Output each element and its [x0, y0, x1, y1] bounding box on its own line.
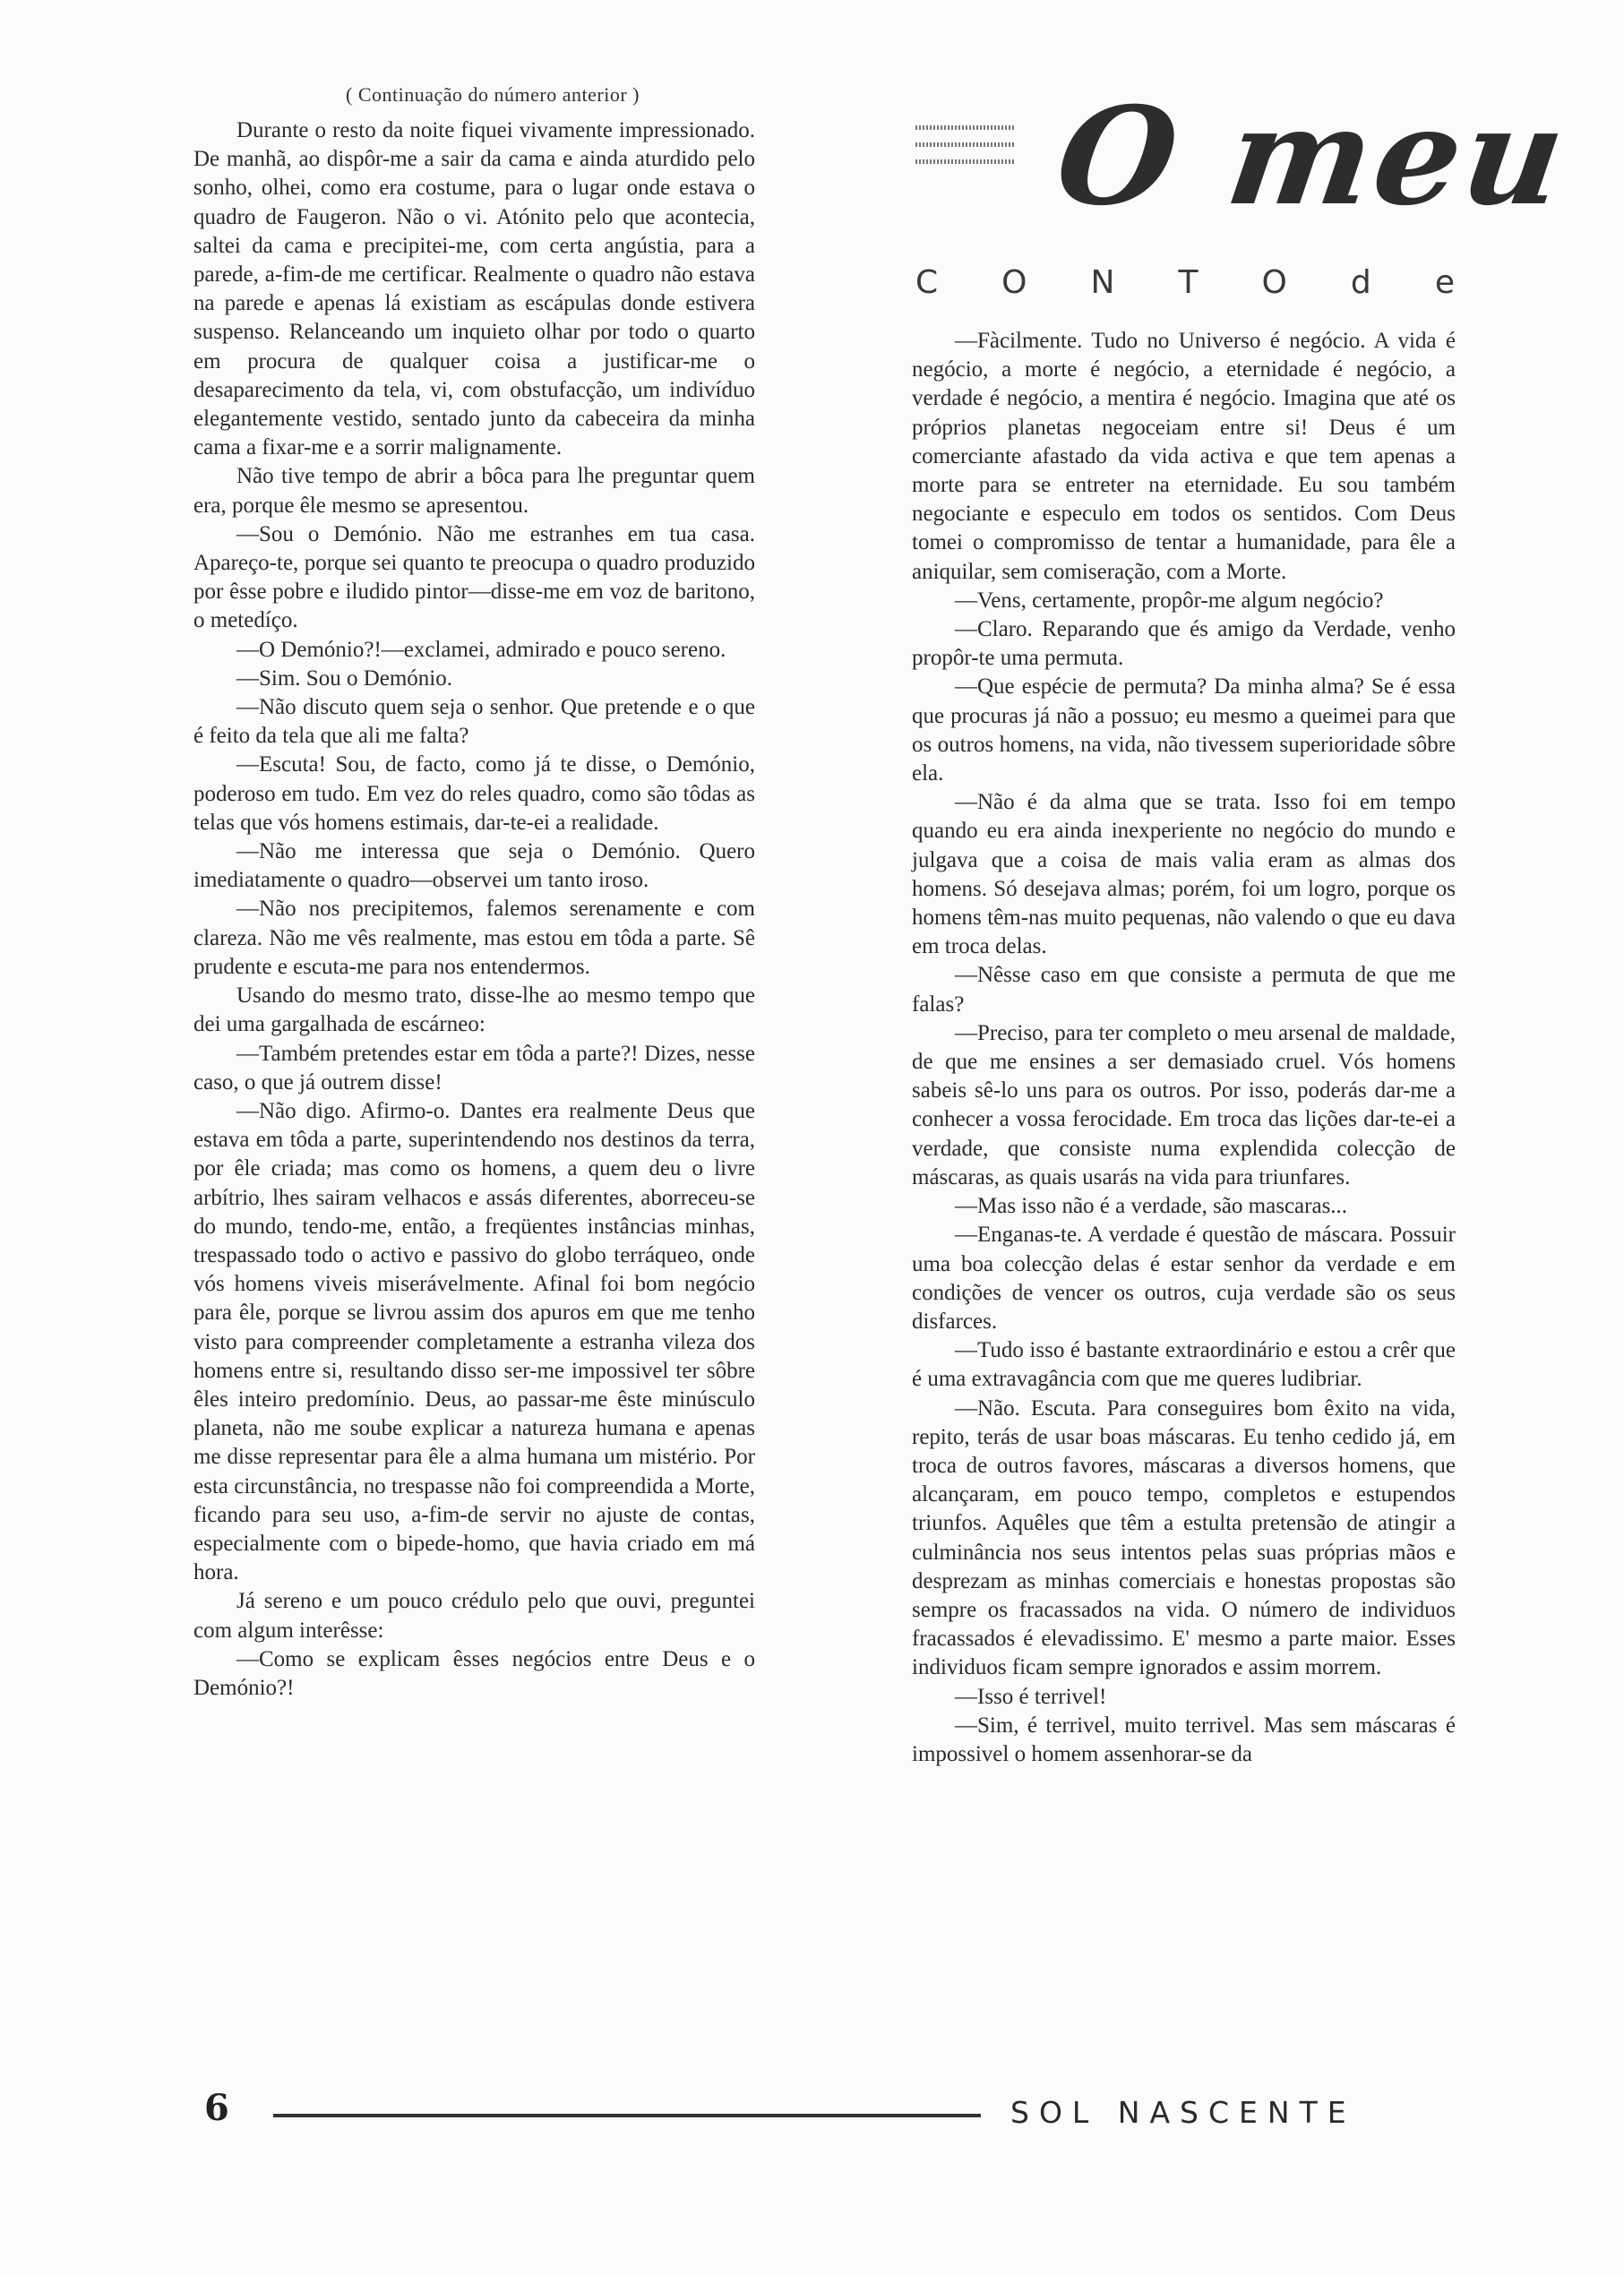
- paragraph: Já sereno e um pouco crédulo pelo que ouvi, preguntei com algum interêsse:: [193, 1589, 755, 1643]
- publication-title: SOL NASCENTE: [1010, 2095, 1356, 2130]
- paragraph: Durante o resto da noite fiquei vivamente impressionado. De manhã, ao dispôr-me a sair da cama e ainda aturdido pelo sonho, olhei, como era costume, para o lugar onde estava o quadro de Faugeron. Não o vi. Atónito pelo que acontecia, saltei da cama e precipitei-me, com certa angústia, para a parede, a-fim-de me certificar. Realmente o quadro não estava na parede e apenas lá existiam as escápulas donde estivera suspenso. Relanceando um inquieto olhar por todo o quarto em procura de qualquer coisa a justificar-me o desaparecimento da tela, vi, com obstufacção, um indivíduo elegantemente vestido, sentado junto da cabeceira da minha cama a fixar-me e a sorrir malignamente.: [193, 118, 755, 460]
- paragraph: —Isso é terrivel!: [955, 1684, 1107, 1709]
- paragraph: Não tive tempo de abrir a bôca para lhe preguntar quem era, porque êle mesmo se apresentou.: [193, 464, 755, 518]
- byline-letter: O: [1001, 264, 1029, 301]
- paragraph: —Fàcilmente. Tudo no Universo é negócio. A vida é negócio, a morte é negócio, a eternidade é negócio, a verdade é negócio, a mentira é negócio. Imagina que até os próprios planetas negoceiam entre si! Deus é um comerciante afastado da vida activa e que tem apenas a morte para se entreter na eternidade. Eu sou também negociante e especulo em todos os sentidos. Com Deus tomei o compromisso de tentar a humanidade, para êle a aniquilar, sem comiseração, com a Morte.: [912, 329, 1456, 584]
- footer-rule: [273, 2114, 981, 2117]
- right-column: [912, 327, 1456, 1769]
- paragraph: —Não discuto quem seja o senhor. Que pretende e o que é feito da tela que ali me falta?: [193, 695, 755, 749]
- byline-letter: N: [1090, 264, 1117, 301]
- paragraph: —O Demónio?!—exclamei, admirado e pouco sereno.: [236, 637, 726, 662]
- header-decoration: [915, 125, 1014, 176]
- paragraph: —Tudo isso é bastante extraordinário e estou a crêr que é uma extravagância com que me queres ludibriar.: [912, 1338, 1456, 1392]
- paragraph: —Não digo. Afirmo-o. Dantes era realmente Deus que estava em tôda a parte, superintendendo nos destinos da terra, por êle criada; mas como os homens, a quem deu o livre arbítrio, lhes sairam velhacos e assás diferentes, aborreceu-se do mundo, tendo-me, então, a freqüentes instâncias minhas, trespassado todo o activo e passivo do globo terráqueo, onde vós homens viveis miserávelmente. Afinal foi bom negócio para êle, porque se livrou assim dos apuros em que me tenho visto para compreender completamente a estranha vileza dos homens entre si, resultando disso ser-me impossivel ter sôbre êles inteiro predomínio. Deus, ao passar-me êste minúsculo planeta, não me soube explicar a natureza humana e apenas me disse representar para êle a alma humana um mistério. Por esta circunstância, no trespasse não foi compreendida a Morte, ficando para seu uso, a-fim-de servir no ajuste de contas, especialmente com o bipede-homo, que havia criado em má hora.: [193, 1098, 755, 1585]
- paragraph: —Nêsse caso em que consiste a permuta de que me falas?: [912, 963, 1456, 1017]
- byline-letter: T: [1178, 264, 1200, 301]
- byline-letter: d: [1350, 264, 1373, 301]
- paragraph: —Vens, certamente, propôr-me algum negócio?: [955, 588, 1384, 613]
- byline: [915, 264, 1456, 301]
- paragraph: —Não me interessa que seja o Demónio. Quero imediatamente o quadro—observei um tanto iroso.: [193, 839, 755, 893]
- byline-letter: e: [1434, 264, 1456, 301]
- page-number: 6: [204, 2087, 229, 2129]
- paragraph: —Não é da alma que se trata. Isso foi em tempo quando eu era ainda inexperiente no negócio do mundo e julgava que a coisa de mais valia eram as almas dos homens. Só desejava almas; porém, foi um logro, porque os homens têm-nas muito pequenas, não valendo o que eu dava em troca delas.: [912, 790, 1456, 959]
- paragraph: —Escuta! Sou, de facto, como já te disse, o Demónio, poderoso em tudo. Em vez do reles quadro, como são tôdas as telas que vós homens estimais, dar-te-ei a realidade.: [193, 752, 755, 835]
- left-column: [193, 116, 755, 1703]
- byline-letter: O: [1261, 264, 1289, 301]
- paragraph: —Sou o Demónio. Não me estranhes em tua casa. Apareço-te, porque sei quanto te preocupa o quadro produzido por êsse pobre e iludido pintor—disse-me em voz de baritono, o metedíço.: [193, 521, 755, 633]
- paragraph: —Como se explicam êsses negócios entre Deus e o Demónio?!: [193, 1646, 755, 1700]
- paragraph: Usando do mesmo trato, disse-lhe ao mesmo tempo que dei uma gargalhada de escárneo:: [193, 983, 755, 1037]
- paragraph: —Não. Escuta. Para conseguires bom êxito na vida, repito, terás de usar boas máscaras. Eu tenho cedido já, em troca de outros favores, máscaras a diversos homens, que alcançaram, em pouco tempo, completos e estupendos triunfos. Aquêles que têm a estulta pretensão de atingir a culminância nos seus intentos pelas suas próprias mãos e desprezam as minhas comerciais e honestas propostas são sempre os fracassados na vida. O número de individuos fracassados é elevadissimo. E' mesmo a parte maior. Esses individuos ficam sempre ignorados e assim morrem.: [912, 1395, 1456, 1680]
- story-title: O meu: [1047, 78, 1577, 236]
- continuation-note: ( Continuação do número anterior ): [346, 83, 640, 106]
- byline-letter: C: [915, 264, 941, 301]
- paragraph: —Também pretendes estar em tôda a parte?! Dizes, nesse caso, o que já outrem disse!: [193, 1041, 755, 1095]
- paragraph: —Sim. Sou o Demónio.: [236, 665, 452, 691]
- paragraph: —Que espécie de permuta? Da minha alma? Se é essa que procuras já não a possuo; eu mesmo a queimei para que os outros homens, na vida, não tivessem superioridade sôbre ela.: [912, 674, 1456, 786]
- paragraph: —Sim, é terrivel, muito terrivel. Mas sem máscaras é impossivel o homem assenhorar-se da: [912, 1713, 1456, 1766]
- paragraph: —Enganas-te. A verdade é questão de máscara. Possuir uma boa colecção delas é estar senhor da verdade e em condições de vencer os outros, cuja verdade são os seus disfarces.: [912, 1223, 1456, 1334]
- paragraph: —Claro. Reparando que és amigo da Verdade, venho propôr-te uma permuta.: [912, 617, 1456, 671]
- paragraph: —Preciso, para ter completo o meu arsenal de maldade, de que me ensines a ser demasiado cruel. Vós homens sabeis sê-lo uns para os outros. Por isso, poderás dar-me a conhecer a vossa ferocidade. Em troca das lições dar-te-ei a verdade, que consiste numa explendida colecção de máscaras, as quais usarás na vida para triunfares.: [912, 1020, 1456, 1189]
- paragraph: —Mas isso não é a verdade, são mascaras...: [955, 1194, 1348, 1219]
- paragraph: —Não nos precipitemos, falemos serenamente e com clareza. Não me vês realmente, mas estou em tôda a parte. Sê prudente e escuta-me para nos entendermos.: [193, 897, 755, 979]
